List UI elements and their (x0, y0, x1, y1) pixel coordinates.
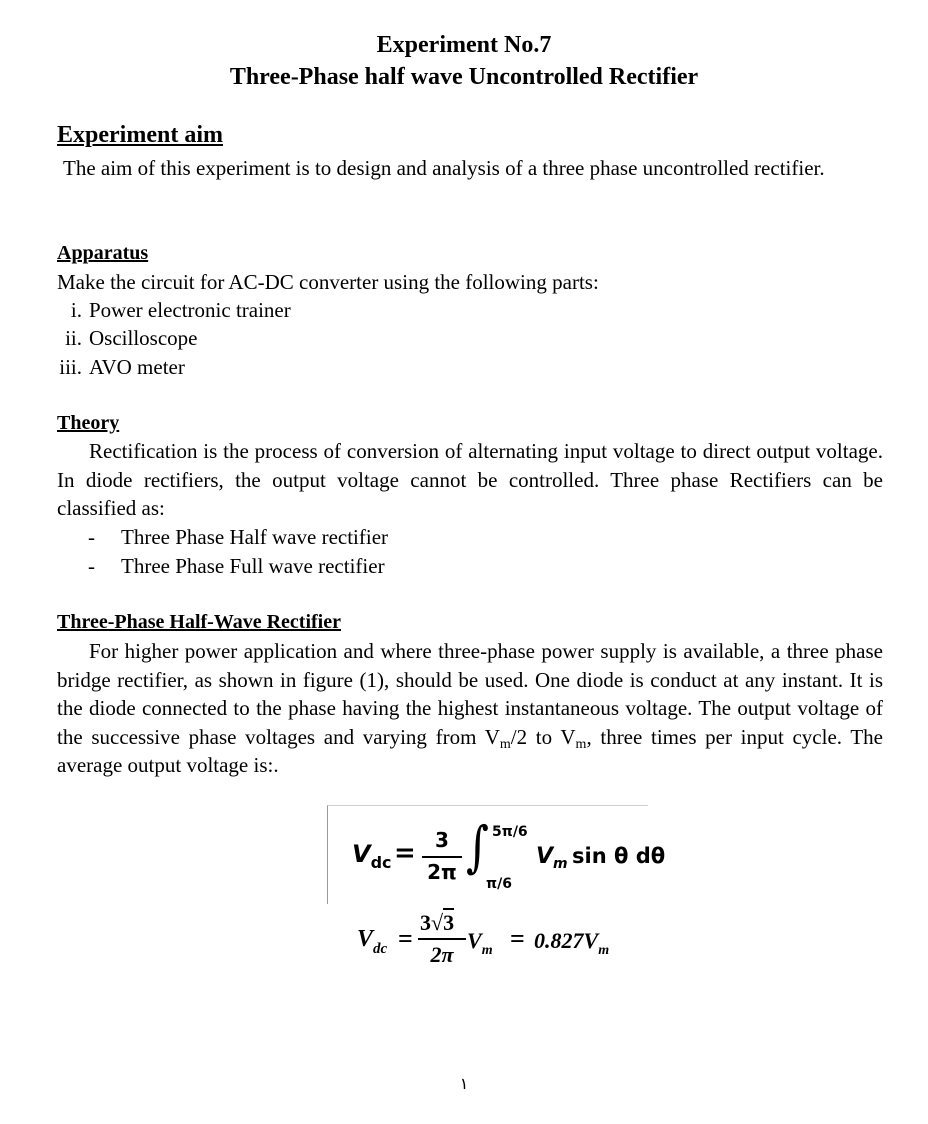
bullet-dash: - (88, 554, 95, 578)
apparatus-intro: Make the circuit for AC-DC converter using the following parts: (57, 270, 599, 294)
halfwave-text: For higher power application and where three-phase power supply is available, a three phase bridge rectifier, as shown in figure (1), should be used. One diode is conduct at any instant. It is the diode connected to the phase having the highest instantaneous voltage. The output voltage of the successive phase voltages and varying from $V_m/2$ to $V_m$, three times per input cycle. The average output voltage is:. (57, 639, 883, 777)
eq2-lhs: $V_{dc}$ (357, 926, 388, 957)
page-title: Experiment No.7 (376, 32, 552, 58)
eq1-lhs: $V_{dc}$ (352, 840, 392, 872)
eq1-upper-limit: 5π/6 (492, 824, 528, 840)
list-item: Oscilloscope (89, 326, 198, 350)
page-subtitle: Three-Phase half wave Uncontrolled Rectifier (229, 64, 699, 90)
eq2-result: $0.827V_m$ (534, 928, 610, 958)
eq2-frac-num: 3√3 (420, 910, 455, 935)
eq1-frac-bar (422, 856, 462, 858)
eq1-frac-num: 3 (435, 828, 449, 852)
eq1-tail: sin θ dθ (572, 844, 666, 868)
aim-text: The aim of this experiment is to design and analysis of a three phase uncontrolled rectifier. (63, 156, 825, 180)
eq2-equals: = (398, 924, 413, 953)
list-item: Power electronic trainer (89, 298, 291, 322)
eq2-equals-2: = (510, 924, 525, 953)
eq2-frac-den: 2π (430, 942, 454, 967)
theory-text: Rectification is the process of conversion of alternating input voltage to direct output voltage. In diode rectifiers, the output voltage cannot be controlled. Three phase Rectifiers can be classified as: (57, 439, 883, 520)
theory-heading: Theory (57, 412, 120, 434)
eq2-frac-bar (418, 938, 466, 940)
eq1-equals: = (394, 838, 416, 868)
list-item: Three Phase Full wave rectifier (121, 554, 385, 578)
halfwave-heading: Three-Phase Half-Wave Rectifier (57, 611, 341, 633)
list-item-number: i. (70, 298, 82, 322)
apparatus-heading: Apparatus (57, 242, 149, 264)
integral-sign: ∫ (466, 815, 489, 880)
bullet-dash: - (88, 525, 95, 549)
aim-heading: Experiment aim (57, 122, 223, 148)
list-item: AVO meter (89, 355, 185, 379)
eq1-frac-den: 2π (427, 860, 457, 884)
eq1-integrand: $V_m$ (536, 844, 568, 872)
eq1-lower-limit: π/6 (486, 876, 512, 892)
list-item-number: iii. (59, 355, 82, 379)
page-number: ١ (459, 1076, 469, 1093)
eq2-vm: $V_m$ (467, 928, 493, 958)
list-item-number: ii. (65, 326, 82, 350)
list-item: Three Phase Half wave rectifier (121, 525, 389, 549)
